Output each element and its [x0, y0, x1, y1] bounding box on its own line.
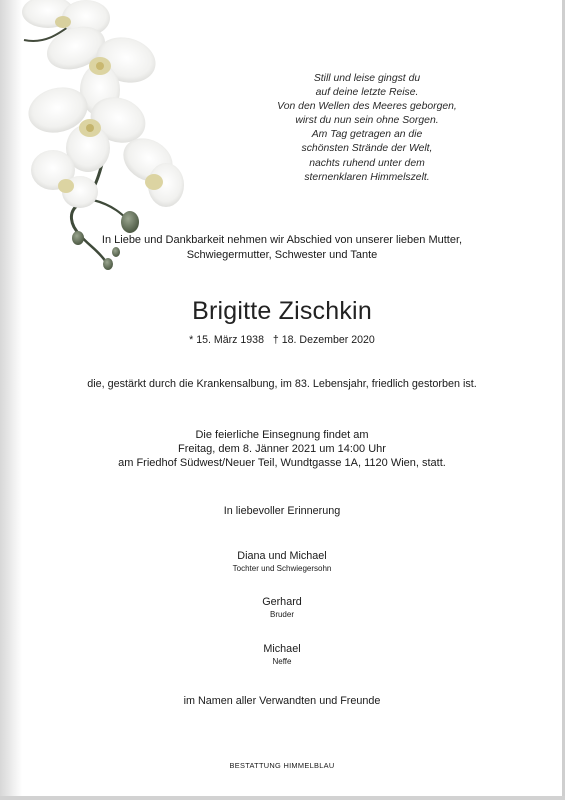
intro-text — [22, 233, 542, 263]
death-date: † 18. Dezember 2020 — [272, 334, 375, 346]
mourner — [22, 643, 542, 666]
poem-line: Am Tag getragen an die — [311, 129, 423, 141]
poem-line: wirst du nun sein ohne Sorgen. — [295, 115, 439, 127]
life-dates — [22, 334, 542, 346]
passing-text: die, gestärkt durch die Krankensalbung, im 83. Lebensjahr, friedlich gestorben ist. — [87, 378, 477, 390]
mourner-name: Gerhard — [262, 596, 302, 608]
mourner — [22, 596, 542, 619]
poem-line: Von den Wellen des Meeres geborgen, — [277, 101, 457, 113]
mourner-relation: Tochter und Schwiegersohn — [232, 564, 332, 573]
deceased-name: Brigitte Zischkin — [192, 297, 372, 325]
poem-line: Still und leise gingst du — [313, 73, 421, 84]
poem-line: sternenklaren Himmelszelt. — [304, 171, 430, 183]
ceremony-line: Die feierliche Einsegnung findet am — [195, 429, 369, 441]
scan-edge-bottom — [0, 796, 565, 800]
poem-line: auf deine letzte Reise. — [315, 87, 419, 99]
mourner-name: Michael — [263, 643, 301, 655]
poem — [250, 72, 484, 185]
mourner-name: Diana und Michael — [237, 550, 327, 562]
intro-line: Schwiegermutter, Schwester und Tante — [186, 249, 378, 261]
memory-text: In liebevoller Erinnerung — [223, 505, 341, 517]
ceremony-line: am Friedhof Südwest/Neuer Teil, Wundtgasse 1A, 1120 Wien, statt. — [118, 457, 446, 469]
poem-line: schönsten Strände der Welt, — [301, 143, 433, 155]
ceremony-line: Freitag, dem 8. Jänner 2021 um 14:00 Uhr — [178, 443, 386, 455]
intro-line: In Liebe und Dankbarkeit nehmen wir Abschied von unserer lieben Mutter, — [101, 234, 463, 246]
mourner-relation: Neffe — [272, 657, 292, 666]
mourner-relation: Bruder — [269, 610, 294, 619]
mourner — [22, 550, 542, 573]
poem-line: nachts ruhend unter dem — [309, 157, 425, 169]
funeral-home: BESTATTUNG HIMMELBLAU — [229, 761, 335, 770]
ceremony-info — [22, 428, 542, 470]
orchid-bud — [121, 211, 139, 233]
birth-date: * 15. März 1938 — [189, 334, 264, 346]
relatives-text: im Namen aller Verwandten und Freunde — [183, 695, 381, 707]
